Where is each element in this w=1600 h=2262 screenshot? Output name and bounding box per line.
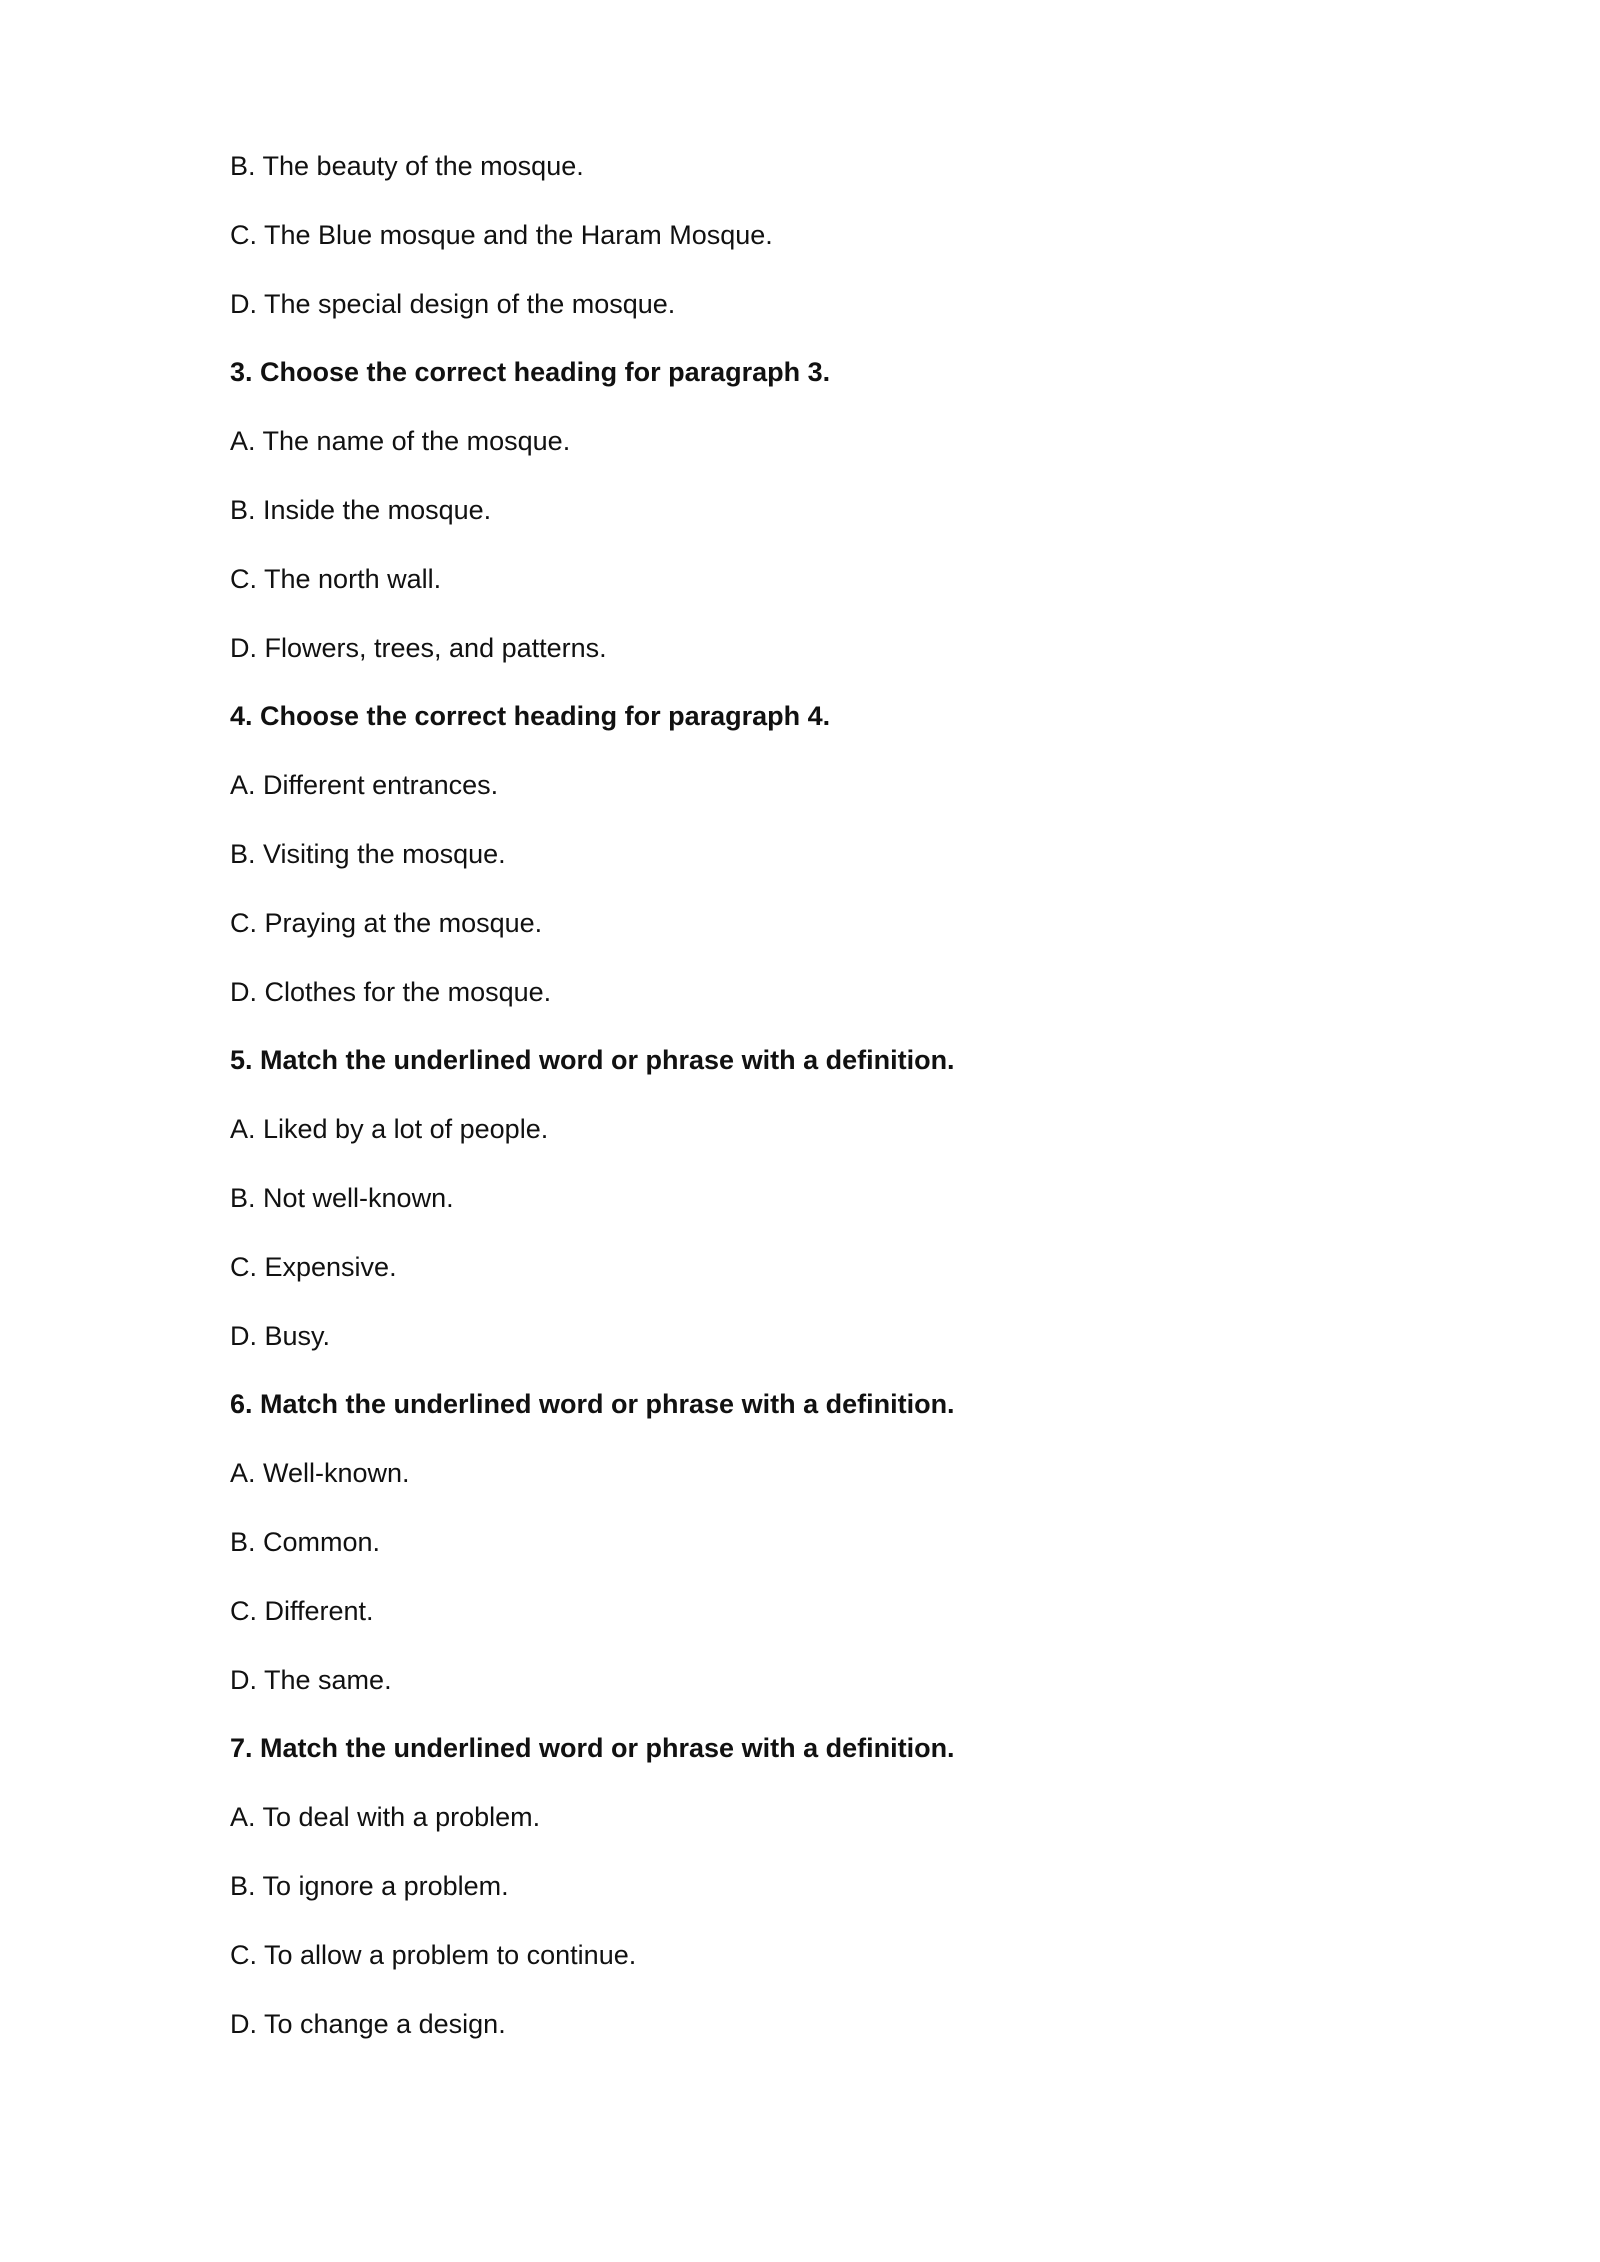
answer-option: A. Different entrances.	[230, 770, 499, 801]
answer-option: D. Flowers, trees, and patterns.	[230, 632, 607, 663]
answer-option: C. Praying at the mosque.	[230, 907, 543, 938]
answer-option: C. The north wall.	[230, 563, 442, 594]
answer-option: A. Well-known.	[230, 1458, 410, 1489]
answer-option: B. The beauty of the mosque.	[230, 151, 584, 181]
question-heading: 4. Choose the correct heading for paragraph 4.	[230, 701, 831, 732]
question-heading: 5. Match the underlined word or phrase with a definition.	[230, 1045, 955, 1076]
answer-option: D. The special design of the mosque.	[230, 288, 676, 319]
answer-option: B. Not well-known.	[230, 1182, 454, 1213]
answer-option: D. Clothes for the mosque.	[230, 976, 552, 1007]
answer-option: B. Visiting the mosque.	[230, 838, 506, 869]
answer-option: A. The name of the mosque.	[230, 426, 571, 457]
question-list	[230, 148, 1430, 2074]
question-heading: 7. Match the underlined word or phrase with a definition.	[230, 1733, 955, 1764]
answer-option: A. To deal with a problem.	[230, 1802, 541, 1833]
answer-option: C. Different.	[230, 1595, 374, 1626]
answer-option: D. The same.	[230, 1664, 392, 1695]
answer-option: B. Inside the mosque.	[230, 494, 492, 525]
answer-option: C. The Blue mosque and the Haram Mosque.	[230, 219, 773, 250]
answer-option: C. To allow a problem to continue.	[230, 1939, 637, 1970]
answer-option: D. To change a design.	[230, 2008, 506, 2039]
answer-option: A. Liked by a lot of people.	[230, 1114, 549, 1145]
answer-option: D. Busy.	[230, 1320, 331, 1351]
answer-option: B. Common.	[230, 1526, 381, 1557]
question-heading: 3. Choose the correct heading for paragraph 3.	[230, 357, 831, 388]
answer-option: C. Expensive.	[230, 1251, 397, 1282]
question-heading: 6. Match the underlined word or phrase with a definition.	[230, 1389, 955, 1420]
answer-option: B. To ignore a problem.	[230, 1870, 509, 1901]
